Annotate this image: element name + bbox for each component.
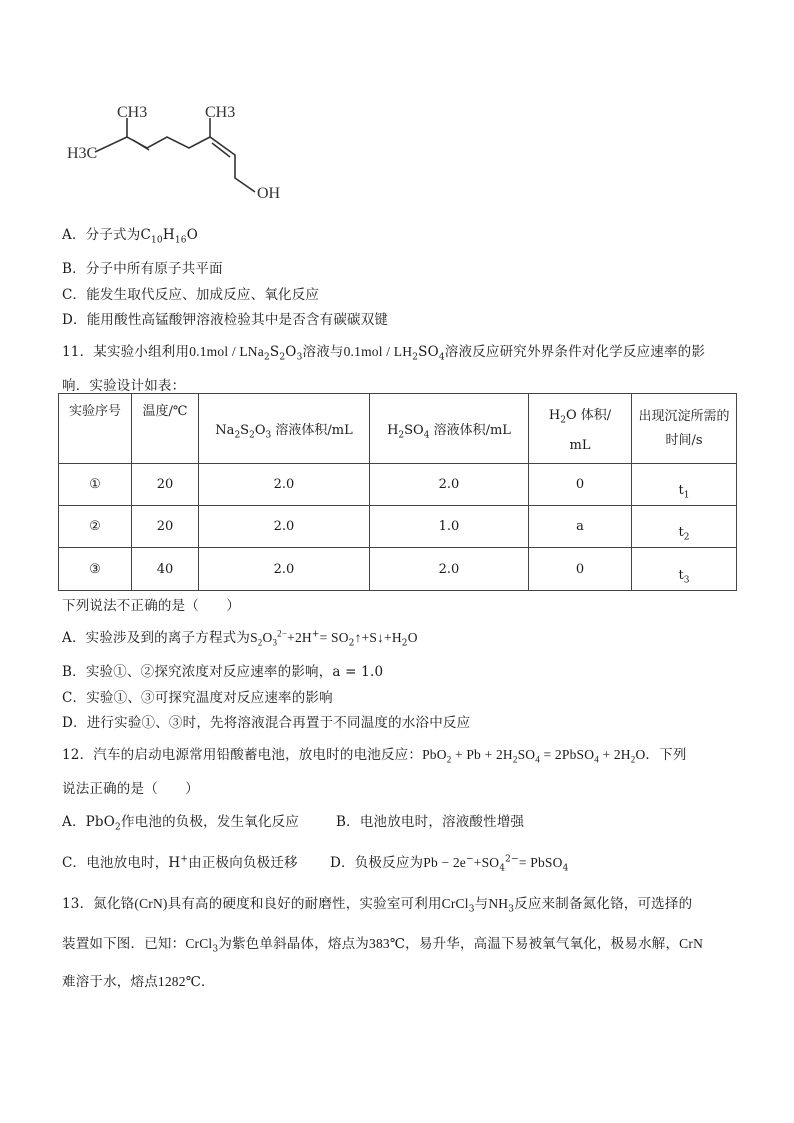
cell-na: 2.0 xyxy=(199,464,370,506)
methyl-label-left: CH3 xyxy=(117,104,148,121)
cell-water: 0 xyxy=(529,548,632,591)
cell-h2so4: 2.0 xyxy=(370,548,529,591)
cell-temp: 40 xyxy=(132,548,199,591)
header-h2so4-volume: $H_2SO_4$ 溶液体积/mL xyxy=(370,394,529,464)
cell-time: $t_3$ xyxy=(632,548,737,591)
table-header-row xyxy=(59,394,737,464)
q12-option-a: A．PbO$_2$作电池的负极，发生氧化反应 xyxy=(62,814,300,833)
cell-temp: 20 xyxy=(132,506,199,548)
cell-h2so4: 1.0 xyxy=(370,506,529,548)
cell-na: 2.0 xyxy=(199,506,370,548)
table-row xyxy=(59,506,737,548)
q12-option-b: B．电池放电时，溶液酸性增强 xyxy=(336,814,525,830)
q13-line2: 装置如下图．已知：CrCl$_3$为紫色单斜晶体，熔点为383℃，易升华，高温下易被氧气氧化，极易水解，CrN xyxy=(62,936,704,955)
hydroxyl-label: OH xyxy=(257,185,281,202)
q13-line3: 难溶于水，熔点1282℃． xyxy=(62,974,215,990)
cell-time: $t_1$ xyxy=(632,464,737,506)
q12-stem-line2: 说法正确的是（ ） xyxy=(62,781,199,797)
q10-option-b: B．分子中所有原子共平面 xyxy=(62,261,223,277)
q11-option-a: A．实验涉及到的离子方程式为$S_2O_3^{2-}+2H^+=$ $SO_2↑+S↓+H_2O$ xyxy=(62,628,418,649)
geraniol-structure xyxy=(65,100,305,210)
header-na2s2o3-volume: $Na_2S_2O_3$ 溶液体积/mL xyxy=(199,394,370,464)
cell-id: ① xyxy=(59,464,132,506)
q12-option-c: C．电池放电时，H+由正极向负极迁移 xyxy=(62,854,298,871)
table-row xyxy=(59,464,737,506)
q11-stem-line2: 响．实验设计如表： xyxy=(62,378,186,394)
methyl-label-right: CH3 xyxy=(205,104,236,121)
q11-prompt: 下列说法不正确的是（ ） xyxy=(62,598,241,614)
methyl-label-end: H3C xyxy=(67,145,98,162)
cell-na: 2.0 xyxy=(199,548,370,591)
q10-option-c: C．能发生取代反应、加成反应、氧化反应 xyxy=(62,287,320,303)
cell-water: a xyxy=(529,506,632,548)
q11-option-d: D．进行实验①、③时，先将溶液混合再置于不同温度的水浴中反应 xyxy=(62,715,471,731)
cell-id: ② xyxy=(59,506,132,548)
header-precipitate-time: 出现沉淀所需的 时间/s xyxy=(632,394,737,464)
cell-id: ③ xyxy=(59,548,132,591)
q13-line1: 13．氮化铬(CrN)具有高的硬度和良好的耐磨性，实验室可利用CrCl$_3$与$NH_3$反应来制备氮化铬，可选择的 xyxy=(62,896,693,915)
q12-option-d: D．负极反应为$Pb - 2e^-+SO_4^{2-}=$ PbSO$_4$ xyxy=(330,854,569,874)
header-experiment-no: 实验序号 xyxy=(59,394,132,464)
header-temperature: 温度/℃ xyxy=(132,394,199,464)
cell-water: 0 xyxy=(529,464,632,506)
cell-h2so4: 2.0 xyxy=(370,464,529,506)
cell-time: $t_2$ xyxy=(632,506,737,548)
q10-option-a: A．分子式为$C_{10}H_{16}O$ xyxy=(62,227,198,246)
table-row xyxy=(59,548,737,591)
cell-temp: 20 xyxy=(132,464,199,506)
q12-stem-line1: 12．汽车的启动电源常用铅酸蓄电池，放电时的电池反应：$PbO_2 + Pb + 2H_2SO_4$ = 2PbSO$_4$ + $2H_2O$．下列 xyxy=(62,747,687,765)
q11-option-c: C．实验①、③可探究温度对反应速率的影响 xyxy=(62,690,333,706)
q10-option-d: D．能用酸性高锰酸钾溶液检验其中是否含有碳碳双键 xyxy=(62,312,389,328)
header-water-volume: $H_2O$ 体积/ mL xyxy=(529,394,632,464)
q11-option-b: B．实验①、②探究浓度对反应速率的影响，a = 1.0 xyxy=(62,664,384,680)
q11-stem-line1: 11．某实验小组利用$0.1mol / LNa_2S_2O_3$溶液与$0.1mol / LH_2SO_4$溶液反应研究外界条件对化学反应速率的影 xyxy=(62,344,706,363)
experiment-table xyxy=(58,393,737,591)
